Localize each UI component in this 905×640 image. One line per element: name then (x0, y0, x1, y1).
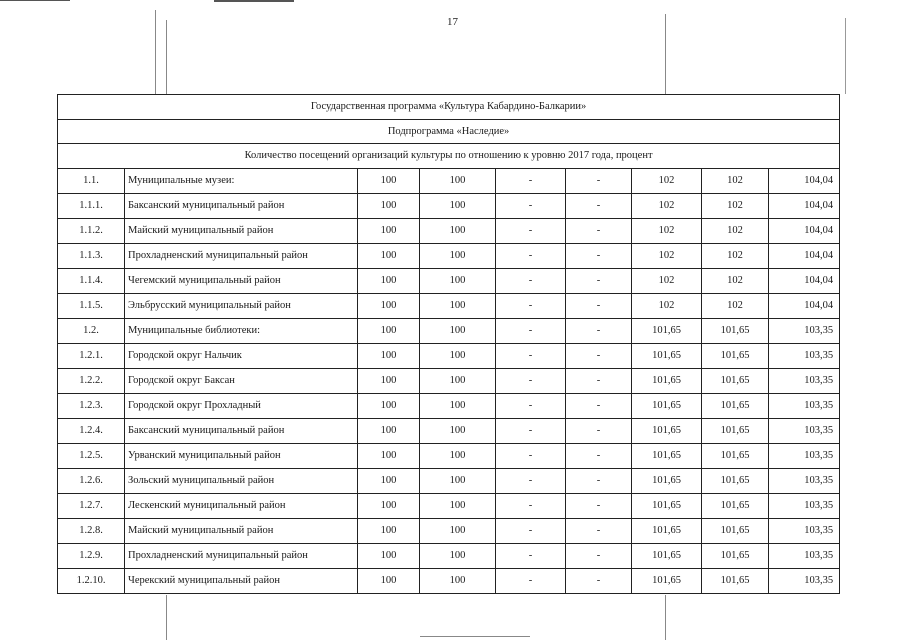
row-name: Чегемский муниципальный район (125, 268, 358, 293)
value-cell: 100 (358, 543, 420, 568)
row-name: Лескенский муниципальный район (125, 493, 358, 518)
value-cell: 100 (420, 218, 496, 243)
value-cell: 100 (420, 343, 496, 368)
value-cell: 102 (702, 243, 769, 268)
row-number: 1.2.4. (58, 418, 125, 443)
value-cell: 102 (632, 293, 702, 318)
table-row (58, 468, 840, 493)
value-cell: 100 (358, 168, 420, 193)
value-cell: - (496, 493, 566, 518)
value-cell: 104,04 (769, 268, 840, 293)
table-row (58, 343, 840, 368)
row-name: Урванский муниципальный район (125, 443, 358, 468)
indicators-table (57, 94, 840, 594)
value-cell: 100 (358, 568, 420, 593)
value-cell: 101,65 (702, 368, 769, 393)
row-name: Муниципальные музеи: (125, 168, 358, 193)
value-cell: 101,65 (702, 568, 769, 593)
table-row (58, 268, 840, 293)
row-number: 1.2.9. (58, 543, 125, 568)
value-cell: - (496, 168, 566, 193)
value-cell: 103,35 (769, 318, 840, 343)
value-cell: - (566, 368, 632, 393)
value-cell: 100 (358, 418, 420, 443)
row-number: 1.2.7. (58, 493, 125, 518)
value-cell: - (496, 318, 566, 343)
row-name: Майский муниципальный район (125, 518, 358, 543)
value-cell: - (566, 418, 632, 443)
table-row (58, 243, 840, 268)
value-cell: 101,65 (632, 568, 702, 593)
table-row (58, 193, 840, 218)
value-cell: - (566, 168, 632, 193)
value-cell: 101,65 (632, 543, 702, 568)
table-row (58, 568, 840, 593)
row-number: 1.2.6. (58, 468, 125, 493)
scan-artifact-vertical-5 (166, 595, 167, 640)
value-cell: 102 (702, 268, 769, 293)
value-cell: 102 (632, 218, 702, 243)
value-cell: 100 (420, 293, 496, 318)
value-cell: 101,65 (632, 318, 702, 343)
row-name: Баксанский муниципальный район (125, 193, 358, 218)
value-cell: - (496, 193, 566, 218)
scan-artifact-vertical-6 (665, 595, 666, 640)
value-cell: - (496, 218, 566, 243)
value-cell: - (496, 568, 566, 593)
value-cell: 102 (632, 168, 702, 193)
table-row (58, 543, 840, 568)
value-cell: - (566, 193, 632, 218)
value-cell: - (566, 443, 632, 468)
value-cell: - (566, 218, 632, 243)
row-name: Прохладненский муниципальный район (125, 243, 358, 268)
value-cell: 102 (632, 268, 702, 293)
value-cell: 100 (420, 418, 496, 443)
value-cell: 101,65 (702, 518, 769, 543)
value-cell: 103,35 (769, 568, 840, 593)
value-cell: 100 (420, 318, 496, 343)
program-title: Государственная программа «Культура Кабардино-Балкарии» (58, 95, 840, 120)
scan-artifact-bottom (420, 636, 530, 637)
value-cell: 103,35 (769, 418, 840, 443)
value-cell: 101,65 (702, 318, 769, 343)
row-name: Эльбрусский муниципальный район (125, 293, 358, 318)
value-cell: 100 (420, 568, 496, 593)
row-number: 1.2.2. (58, 368, 125, 393)
value-cell: 104,04 (769, 293, 840, 318)
value-cell: 100 (420, 393, 496, 418)
value-cell: - (496, 368, 566, 393)
value-cell: 101,65 (632, 393, 702, 418)
value-cell: 101,65 (702, 468, 769, 493)
value-cell: 104,04 (769, 168, 840, 193)
value-cell: 103,35 (769, 343, 840, 368)
value-cell: 102 (702, 193, 769, 218)
value-cell: - (566, 468, 632, 493)
value-cell: 101,65 (632, 468, 702, 493)
value-cell: - (496, 518, 566, 543)
value-cell: 100 (358, 443, 420, 468)
value-cell: 100 (358, 393, 420, 418)
value-cell: 103,35 (769, 393, 840, 418)
table-row (58, 443, 840, 468)
value-cell: 101,65 (632, 443, 702, 468)
value-cell: 100 (420, 543, 496, 568)
row-number: 1.1.4. (58, 268, 125, 293)
row-number: 1.1. (58, 168, 125, 193)
value-cell: 101,65 (632, 518, 702, 543)
scan-artifact-vertical-4 (845, 18, 846, 94)
value-cell: - (566, 543, 632, 568)
indicator-title: Количество посещений организаций культуры по отношению к уровню 2017 года, процент (58, 144, 840, 169)
value-cell: - (496, 418, 566, 443)
value-cell: 101,65 (632, 418, 702, 443)
value-cell: 102 (702, 293, 769, 318)
value-cell: 100 (358, 268, 420, 293)
table-row (58, 518, 840, 543)
value-cell: 100 (358, 293, 420, 318)
row-number: 1.2.5. (58, 443, 125, 468)
value-cell: - (496, 293, 566, 318)
value-cell: 100 (420, 468, 496, 493)
row-number: 1.2.8. (58, 518, 125, 543)
scan-artifact-top-mid (214, 0, 294, 2)
value-cell: 100 (358, 318, 420, 343)
row-name: Баксанский муниципальный район (125, 418, 358, 443)
value-cell: - (566, 393, 632, 418)
value-cell: 101,65 (702, 443, 769, 468)
value-cell: 101,65 (702, 393, 769, 418)
value-cell: 101,65 (702, 543, 769, 568)
row-name: Муниципальные библиотеки: (125, 318, 358, 343)
value-cell: 102 (632, 243, 702, 268)
value-cell: 101,65 (702, 343, 769, 368)
value-cell: 100 (358, 243, 420, 268)
row-name: Городской округ Прохладный (125, 393, 358, 418)
table-row (58, 293, 840, 318)
row-number: 1.1.3. (58, 243, 125, 268)
row-number: 1.1.1. (58, 193, 125, 218)
scan-artifact-top-left (0, 0, 70, 1)
value-cell: - (496, 468, 566, 493)
value-cell: 103,35 (769, 368, 840, 393)
value-cell: - (496, 243, 566, 268)
value-cell: - (496, 393, 566, 418)
row-name: Городской округ Нальчик (125, 343, 358, 368)
table-row (58, 168, 840, 193)
scan-artifact-vertical-2 (166, 20, 167, 94)
row-number: 1.1.2. (58, 218, 125, 243)
table-row (58, 418, 840, 443)
value-cell: 100 (358, 343, 420, 368)
value-cell: 103,35 (769, 493, 840, 518)
table-row (58, 218, 840, 243)
row-name: Майский муниципальный район (125, 218, 358, 243)
row-name: Зольский муниципальный район (125, 468, 358, 493)
value-cell: 101,65 (632, 368, 702, 393)
value-cell: 101,65 (702, 493, 769, 518)
value-cell: 100 (358, 368, 420, 393)
value-cell: 100 (420, 168, 496, 193)
value-cell: 100 (420, 243, 496, 268)
value-cell: - (496, 343, 566, 368)
table-row (58, 318, 840, 343)
scan-artifact-vertical-3 (665, 14, 666, 94)
value-cell: 100 (420, 268, 496, 293)
value-cell: - (566, 568, 632, 593)
value-cell: 101,65 (702, 418, 769, 443)
value-cell: 100 (420, 443, 496, 468)
value-cell: - (566, 268, 632, 293)
value-cell: 104,04 (769, 243, 840, 268)
scan-artifact-vertical-1 (155, 10, 156, 94)
table-row (58, 368, 840, 393)
value-cell: - (496, 543, 566, 568)
value-cell: 100 (358, 468, 420, 493)
row-name: Прохладненский муниципальный район (125, 543, 358, 568)
value-cell: - (496, 443, 566, 468)
value-cell: 103,35 (769, 443, 840, 468)
value-cell: 100 (358, 518, 420, 543)
row-number: 1.1.5. (58, 293, 125, 318)
value-cell: 103,35 (769, 518, 840, 543)
row-number: 1.2.3. (58, 393, 125, 418)
value-cell: 100 (420, 518, 496, 543)
value-cell: 101,65 (632, 493, 702, 518)
row-name: Городской округ Баксан (125, 368, 358, 393)
row-number: 1.2. (58, 318, 125, 343)
value-cell: 103,35 (769, 468, 840, 493)
subprogram-title: Подпрограмма «Наследие» (58, 119, 840, 144)
value-cell: 100 (420, 368, 496, 393)
value-cell: - (566, 293, 632, 318)
value-cell: - (566, 493, 632, 518)
value-cell: 100 (358, 193, 420, 218)
value-cell: - (496, 268, 566, 293)
row-name: Черекский муниципальный район (125, 568, 358, 593)
value-cell: 104,04 (769, 218, 840, 243)
value-cell: 101,65 (632, 343, 702, 368)
value-cell: - (566, 318, 632, 343)
value-cell: 102 (702, 168, 769, 193)
value-cell: 102 (702, 218, 769, 243)
table-row (58, 393, 840, 418)
page-number: 17 (447, 16, 458, 28)
row-number: 1.2.10. (58, 568, 125, 593)
table-row (58, 493, 840, 518)
row-number: 1.2.1. (58, 343, 125, 368)
value-cell: 102 (632, 193, 702, 218)
value-cell: 103,35 (769, 543, 840, 568)
value-cell: - (566, 243, 632, 268)
value-cell: 100 (420, 193, 496, 218)
value-cell: 100 (358, 218, 420, 243)
value-cell: 100 (358, 493, 420, 518)
value-cell: 100 (420, 493, 496, 518)
value-cell: - (566, 343, 632, 368)
value-cell: - (566, 518, 632, 543)
value-cell: 104,04 (769, 193, 840, 218)
